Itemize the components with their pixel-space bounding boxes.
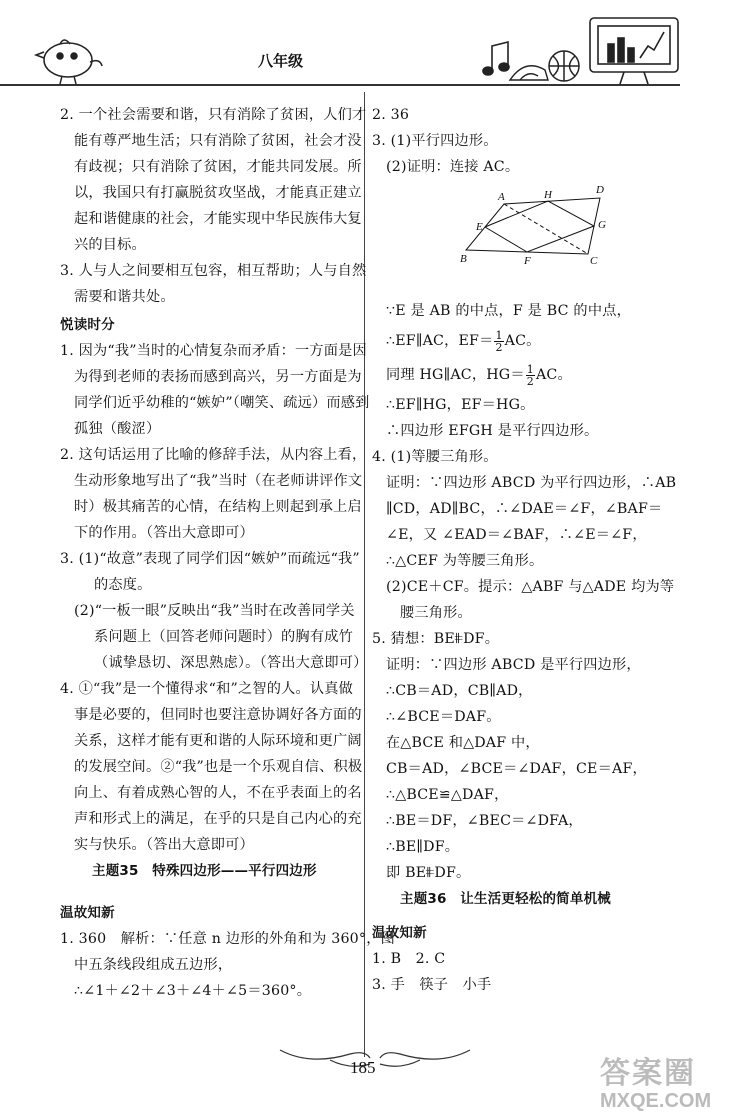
monitor-icon [590, 18, 678, 84]
bird-icon [36, 40, 102, 84]
answer-line: ∴∠BCE＝DAF。 [386, 709, 501, 725]
answer-line: 系问题上（回答老师问题时）的胸有成竹 [94, 629, 353, 645]
answer-line: 证明：∵四边形 ABCD 为平行四边形，∴AB [386, 475, 677, 491]
answer-line: 的发展空间。②“我”也是一个乐观自信、积极 [74, 759, 363, 775]
answer-line: 同学们近乎幼稚的“嫉妒”（嘲笑、疏远）而感到 [74, 395, 370, 411]
answer-line: 能有尊严地生活；只有消除了贫困，社会才没 [74, 133, 362, 149]
answer-line [372, 626, 499, 652]
answer-line: 声和形式上的满足，在乎的只是自己内心的充 [74, 811, 362, 827]
basketball-icon [549, 51, 579, 81]
answer-line: 的态度。 [94, 577, 152, 593]
answer-line: （诚挚恳切、深思熟虑）。（答出大意即可） [94, 655, 368, 671]
answer-line: ∴BE∥DF。 [386, 839, 460, 855]
answer-line: 时）极其痛苦的心情，在结构上则起到承上启 [74, 499, 362, 515]
proof-text: 即 BE [386, 865, 427, 881]
answer-line: 向上、有着成熟心智的人，不在乎表面上的名 [74, 785, 362, 801]
watermark: 答案圈 MXQE.COM [600, 1056, 712, 1112]
answer-line: (2)CE＋CF。提示：△ABF 与△ADE 均为等 [386, 579, 675, 595]
proof-text: AC。 [504, 333, 541, 349]
answer-line: 实与快乐。（答出大意即可） [74, 837, 254, 853]
proof-text: 5. 猜想：BE [372, 631, 455, 647]
figure-label: H [544, 189, 552, 201]
answer-line: 3. 人与人之间要相互包容，相互帮助；人与自然 [60, 263, 367, 279]
proof-text: ∴EF∥AC，EF＝ [386, 333, 494, 349]
answer-line: 腰三角形。 [400, 605, 472, 621]
music-note-icon [483, 42, 509, 75]
topic-title: 主题36 让生活更轻松的简单机械 [400, 891, 611, 907]
answer-line: 证明：∵四边形 ABCD 是平行四边形， [386, 657, 641, 673]
answer-line: 3. 手 筷子 小手 [372, 977, 492, 993]
answer-line: 1. 360 解析：∵任意 n 边形的外角和为 360°，图 [60, 931, 395, 947]
proof-text: 同理 HG∥AC，HG＝ [386, 367, 525, 383]
answer-line: ∴四边形 EFGH 是平行四边形。 [386, 423, 599, 439]
answer-line: 孤独（酸涩） [74, 421, 161, 437]
fraction-half: $\frac{1}{2}$ [495, 328, 503, 354]
column-divider [364, 92, 365, 1057]
header-decoration [0, 0, 750, 92]
answer-line: 兴的目标。 [74, 237, 146, 253]
answer-line: ∴∠1＋∠2＋∠3＋∠4＋∠5＝360°。 [74, 983, 312, 999]
figure-label: C [590, 255, 598, 267]
answer-line [386, 362, 572, 388]
figure-label: A [498, 191, 505, 203]
proof-text: AC。 [535, 367, 572, 383]
answer-line: 2. 这句话运用了比喻的修辞手法，从内容上看， [60, 447, 367, 463]
answer-line: ∵E 是 AB 的中点，F 是 BC 的中点， [386, 303, 631, 319]
answer-line: ∴EF∥HG，EF＝HG。 [386, 397, 535, 413]
answer-line: ∴△CEF 为等腰三角形。 [386, 553, 544, 569]
answer-line [386, 860, 470, 886]
answer-line: ∥CD，AD∥BC，∴∠DAE＝∠F，∠BAF＝ [386, 501, 663, 517]
answer-line: 1. 因为“我”当时的心情复杂而矛盾：一方面是因 [60, 343, 367, 359]
answer-line: ∴BE＝DF，∠BEC＝∠DFA， [386, 813, 583, 829]
answer-line: (2)“一板一眼”反映出“我”当时在改善同学关 [74, 603, 355, 619]
answer-line: 为得到老师的表扬而感到高兴，另一方面是为 [74, 369, 362, 385]
figure-label: F [524, 255, 531, 267]
answer-line: 3. (1)平行四边形。 [372, 133, 498, 149]
parallel-equal-symbol: ∥＝ [455, 632, 458, 645]
answer-line: 1. B 2. C [372, 951, 446, 967]
answer-line [386, 328, 541, 354]
grade-label: 八年级 [258, 52, 304, 70]
page-number: 185 [350, 1058, 376, 1077]
figure-label: E [476, 221, 483, 233]
figure-label: G [598, 219, 606, 231]
section-heading: 悦读时分 [60, 317, 115, 333]
answer-line: (2)证明：连接 AC。 [386, 159, 520, 175]
answer-line: 以，我国只有打赢脱贫攻坚战，才能真正建立 [74, 185, 362, 201]
answer-line: 3. (1)“故意”表现了同学们因“嫉妒”而疏远“我” [60, 551, 360, 567]
section-heading: 温故知新 [60, 905, 115, 921]
protractor-icon [510, 66, 548, 80]
answer-line: 4. ①“我”是一个懂得求“和”之智的人。认真做 [60, 681, 354, 697]
parallel-equal-symbol: ∥＝ [426, 866, 429, 879]
section-heading: 温故知新 [372, 925, 427, 941]
figure-label: D [596, 184, 604, 196]
answer-line: 中五条线段组成五边形， [74, 957, 233, 973]
answer-line: 4. (1)等腰三角形。 [372, 449, 498, 465]
answer-line: 下的作用。（答出大意即可） [74, 525, 254, 541]
answer-line: ∴CB＝AD，CB∥AD， [386, 683, 533, 699]
answer-line: ∠E，又 ∠EAD＝∠BAF，∴∠E＝∠F， [386, 527, 647, 543]
fraction-half: $\frac{1}{2}$ [526, 362, 534, 388]
answer-line: 2. 一个社会需要和谐，只有消除了贫困，人们才 [60, 107, 367, 123]
answer-line: 有歧视；只有消除了贫困，才能共同发展。所 [74, 159, 362, 175]
parallelogram-figure [448, 184, 628, 272]
answer-line: 事是必要的，但同时也要注意协调好各方面的 [74, 707, 362, 723]
answer-line: 生动形象地写出了“我”当时（在老师讲评作文 [74, 473, 363, 489]
answer-line: CB＝AD，∠BCE＝∠DAF，CE＝AF， [386, 761, 647, 777]
header-rule [0, 84, 680, 86]
answer-line: ∴△BCE≌△DAF， [386, 787, 509, 803]
topic-title: 主题35 特殊四边形——平行四边形 [92, 863, 317, 879]
answer-line: 需要和谐共处。 [74, 289, 175, 305]
answer-line: 在△BCE 和△DAF 中， [386, 735, 540, 751]
answer-line: 起和谐健康的社会，才能实现中华民族伟大复 [74, 211, 362, 227]
proof-text: DF。 [434, 865, 471, 881]
answer-line: 2. 36 [372, 107, 410, 123]
proof-text: DF。 [463, 631, 500, 647]
figure-label: B [460, 253, 467, 265]
answer-line: 关系，这样才能有更和谐的人际环境和更广阔 [74, 733, 362, 749]
